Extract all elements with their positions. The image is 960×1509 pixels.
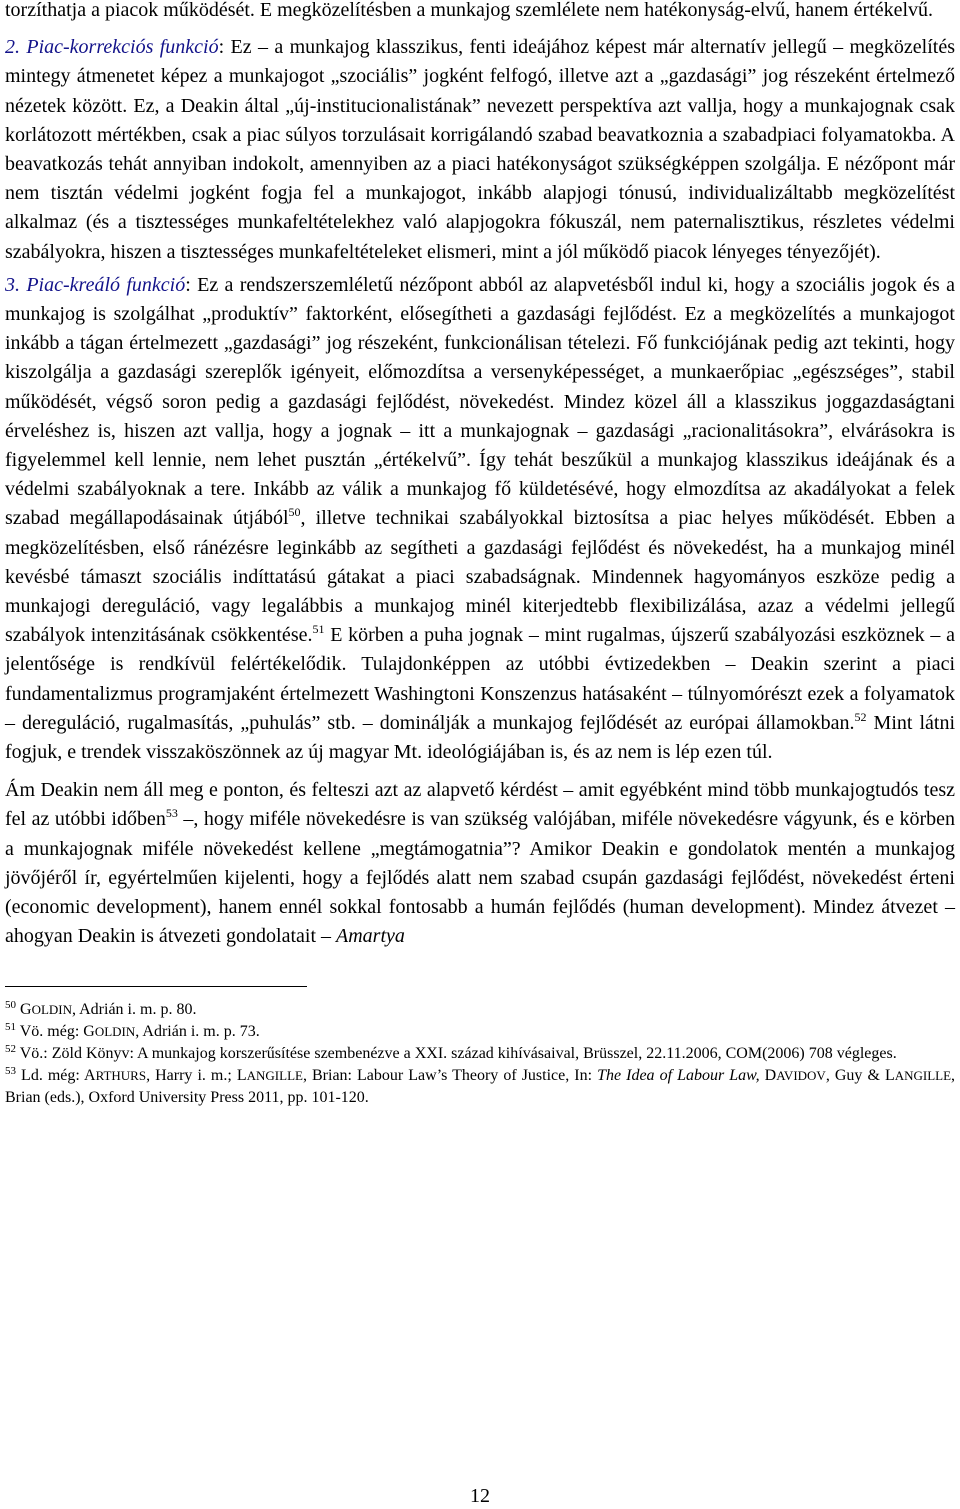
footnote-text: Ld. még: xyxy=(21,1066,84,1084)
footnote-number: 52 xyxy=(5,1042,16,1055)
author-name: DAVIDOV xyxy=(764,1066,826,1084)
paragraph-continuation xyxy=(5,0,955,25)
paragraph-text: : Ez a rendszerszemléletű nézőpont abból az alapvetésből indul ki, hogy a szociális jogok és a munkajog is szolgálhat „produktív” faktorként, elősegítheti a gazdasági fejlődést. Ez a megközelítés a munkajogot inkább a tágan értelmezett „gazdasági” jog részeként, funkcionálisan tételezi. Fő funkciójának pedig azt tekinti, hogy kiszolgálja a gazdasági szereplők igényeit, előmozdítsa a versenyképességet, a munkaerőpiac „egészséges”, stabil működését, végső soron pedig a gazdasági fejlődést, növekedést. Mindez közel áll a klasszikus joggazdaságtani érveléshez is, hiszen azt vallja, hogy a jognak – itt a munkajognak – gazdasági „racionalitásokra”, elvárásokra is figyelemmel kell lennie, nem lehet pusztán „értékelvű”. Így tehát beszűkül a munkajog klasszikus ideájának és a védelmi szabályoknak a tere. Inkább az válik a munkajog fő küldetésévé, hogy elmozdítsa az akadályokat a felek szabad megállapodásainak útjából xyxy=(5,273,955,530)
author-name: LANGILLE xyxy=(236,1066,303,1084)
paragraph-market-correcting-function xyxy=(5,33,955,267)
footnote-51 xyxy=(5,1021,955,1043)
footnote-number: 53 xyxy=(5,1064,16,1077)
footnote-53 xyxy=(5,1065,955,1109)
footnote-ref-50[interactable]: 50 xyxy=(288,505,301,520)
footnote-ref-53[interactable]: 53 xyxy=(165,806,178,821)
footnote-number: 51 xyxy=(5,1020,16,1033)
footnote-text: , Brian: Labour Law’s Theory of Justice, In: xyxy=(302,1066,598,1084)
footnote-ref-51[interactable]: 51 xyxy=(312,622,325,637)
paragraph-text: –, hogy miféle növekedésre is van szükség valójában, miféle növekedésre vágyunk, és e körben a munkajognak miféle növekedést kellene „megtámogatnia”? Amikor Deakin e gondolatok mentén a munkajog jövőjéről ír, egyértelműen kijelenti, hogy a fejlődés alatt nem szabad csupán gazdasági fejlődést, növekedést érteni (economic development), hanem ennél sokkal fontosabb a humán fejlődés (human development). Mindez átvezet – ahogyan Deakin is átvezeti gondolatait – xyxy=(5,808,955,948)
author-name: ARTHURS xyxy=(84,1066,147,1084)
paragraph-text-italic: Amartya xyxy=(336,925,405,948)
footnote-ref-52[interactable]: 52 xyxy=(854,709,867,724)
list-item-label: 3. Piac-kreáló funkció xyxy=(5,273,186,296)
footnote-52 xyxy=(5,1043,955,1065)
footnote-50 xyxy=(5,999,955,1021)
footnote-text: Vö.: Zöld Könyv: A munkajog korszerűsítése szembenézve a XXI. század kihívásaival, Brüsszel, 22.11.2006, COM(2006) 708 végleges. xyxy=(19,1044,897,1062)
footnote-text: , Guy & xyxy=(825,1066,885,1084)
paragraph-text: Ám Deakin nem áll meg e ponton, és felteszi azt az alapvető kérdést – amit egyébként mind több munkajogtudós tesz fel az utóbbi időben xyxy=(5,779,955,831)
footnote-text: Vö. még: xyxy=(19,1022,84,1040)
list-item-label: 2. Piac-korrekciós funkció xyxy=(5,36,219,59)
page-number: 12 xyxy=(470,1485,490,1507)
paragraph-text: Mint látni fogjuk, e trendek visszaköszönnek az új magyar Mt. ideológiájában is, és az nem is lép ezen túl. xyxy=(5,711,955,764)
document-page xyxy=(5,0,955,1109)
paragraph-market-creating-function xyxy=(5,271,955,767)
footnote-text: , Harry i. m.; xyxy=(146,1066,237,1084)
footnote-text: , Brian (eds.), Oxford University Press 2011, pp. 101-120. xyxy=(5,1066,956,1106)
footnote-number: 50 xyxy=(5,998,16,1011)
paragraph-deakin-growth xyxy=(5,776,955,951)
paragraph-text: : Ez – a munkajog klasszikus, fenti ideájához képest már alternatív jellegű – megközelítés mintegy átmenetet képez a munkajogot „szociális” jogként felfogó, illetve azt a „gazdasági” jog részeként értelmező nézetek között. Ez, a Deakin által „új-institucionalistának” nevezett perspektíva azt vallja, hogy a munkajognak csak korlátozott mértékben, csak a piac súlyos torzulásait korrigálandó szabad beavatkoznia a szabadpiaci folyamatokba. A beavatkozás tehát annyiban indokolt, amennyiben az a piaci hatékonyságot szükségképpen szolgálja. E nézőpont már nem tisztán védelmi jogként fogja fel a munkajogot, inkább alapjogi tónusú, individualizáltabb megközelítést alkalmaz (és a tisztességes munkafeltételekhez való alapjogokra fókuszál, nem paternalisztikus, részletes védelmi szabályokra, hiszen a tisztességes munkafeltételeket elismeri, mint a jól működő piacok lényeges tényezőjét). xyxy=(5,36,955,263)
footnote-text: , Adrián i. m. p. 80. xyxy=(72,1000,197,1018)
footnotes xyxy=(5,999,955,1109)
footnote-separator xyxy=(5,986,307,987)
author-name: LANGILLE xyxy=(884,1066,952,1084)
footnote-text: , Adrián i. m. p. 73. xyxy=(135,1022,260,1040)
book-title: The Idea of Labour Law, xyxy=(597,1066,760,1084)
paragraph-text: , illetve technikai szabályokkal biztosítsa a piac helyes működését. Ebben a megközelítésben, első ránézésre leginkább az segítheti a gazdasági fejlődést és növekedést, ha a munkajog minél kevésbé támaszt szociális indíttatású gátakat a piaci szabadságnak. Mindennek hagyományos eszköze pedig a munkajogi dereguláció, vagy legalábbis a munkajog minél kiterjedtebb flexibilizálása, azaz a védelmi jellegű szabályok intenzitásának csökkentése. xyxy=(5,507,956,647)
author-name: GOLDIN xyxy=(83,1022,136,1040)
paragraph-text: E körben a puha jognak – mint rugalmas, újszerű szabályozási eszköznek – a jelentősége is rendkívül felértékelődik. Tulajdonképpen az utóbbi évtizedekben – Deakin szerint a piaci fundamentalizmus programjaként értelmezett Washingtoni Konszenzus hatásaként – túlnyomórészt ezek a folyamatok – dereguláció, rugalmasítás, „puhulás” stb. – dominálják a munkajog fejlődését az európai államokban. xyxy=(5,624,955,734)
paragraph-text: torzíthatja a piacok működését. E megközelítésben a munkajog szemlélete nem hatékonyság-elvű, hanem értékelvű. xyxy=(5,0,933,21)
author-name: GOLDIN xyxy=(20,1000,72,1018)
